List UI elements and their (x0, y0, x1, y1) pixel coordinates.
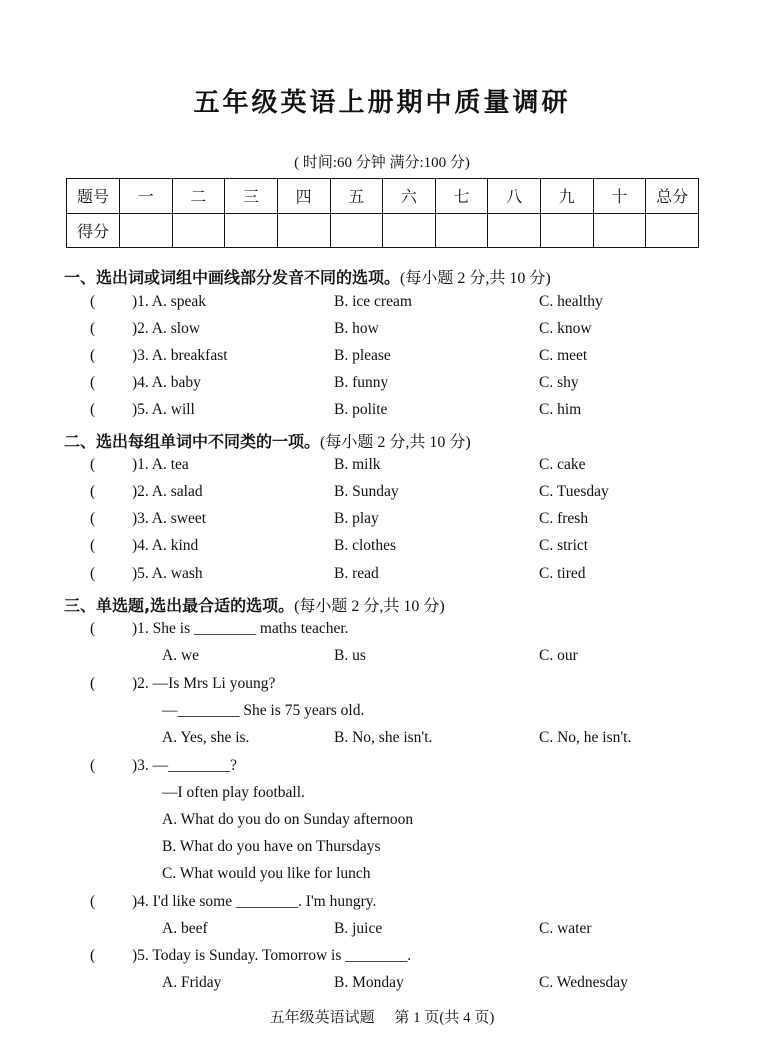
score-table-cell: 总分 (646, 179, 699, 214)
question-option-c: C. No, he isn't. (539, 729, 632, 746)
score-entry-cell (593, 213, 646, 248)
question-row (0, 537, 764, 559)
score-table-score-row (67, 213, 699, 248)
footer-page-number: 第 1 页(共 4 页) (394, 1010, 495, 1026)
answer-bracket: ( (90, 347, 96, 364)
question-option-a: )2. A. slow (132, 320, 201, 337)
question-option-a: )5. A. wash (132, 565, 203, 582)
dialogue-line (0, 702, 764, 724)
question-option-b: B. Sunday (334, 483, 399, 500)
question-option-a: A. Friday (162, 974, 222, 991)
answer-bracket: ( (90, 620, 96, 637)
question-option-b: B. No, she isn't. (334, 729, 433, 746)
question-option-a: A. beef (162, 920, 208, 937)
score-entry-cell (435, 213, 488, 248)
question-option-a: A. What do you do on Sunday afternoon (162, 811, 414, 828)
section-points: (每小题 2 分,共 10 分) (294, 598, 445, 615)
question-option-a: )5. A. will (132, 401, 195, 418)
question-row (0, 565, 764, 587)
answer-bracket: ( (90, 483, 96, 500)
score-table-cell: 五 (330, 179, 383, 214)
options-row (0, 865, 764, 887)
question-option-b: B. polite (334, 401, 388, 418)
question-option-b: B. Monday (334, 974, 404, 991)
question-stem: )1. She is ________ maths teacher. (132, 620, 349, 637)
question-option-b: B. What do you have on Thursdays (162, 838, 381, 855)
score-entry-cell (541, 213, 594, 248)
options-row (0, 811, 764, 833)
question-row (0, 947, 764, 969)
question-stem: )4. I'd like some ________. I'm hungry. (132, 893, 377, 910)
question-option-b: B. juice (334, 920, 383, 937)
answer-bracket: ( (90, 510, 96, 527)
score-entry-cell (646, 213, 699, 248)
section-heading-text: 三、单选题,选出最合适的选项。 (64, 596, 295, 615)
question-option-a: )2. A. salad (132, 483, 203, 500)
question-row (0, 893, 764, 915)
score-table-header-row (67, 179, 699, 214)
score-table-cell: 九 (541, 179, 594, 214)
question-row (0, 347, 764, 369)
score-table-cell: 题号 (67, 179, 120, 214)
question-option-c: C. Tuesday (539, 483, 609, 500)
score-table-cell: 七 (435, 179, 488, 214)
score-table-cell: 一 (120, 179, 173, 214)
answer-bracket: ( (90, 675, 96, 692)
question-row (0, 757, 764, 779)
score-table-cell: 三 (225, 179, 278, 214)
section-points: (每小题 2 分,共 10 分) (320, 434, 471, 451)
question-row (0, 293, 764, 315)
score-entry-cell (120, 213, 173, 248)
question-row (0, 483, 764, 505)
dialogue-text: —I often play football. (162, 784, 305, 801)
page-footer (0, 1006, 764, 1027)
score-entry-cell (172, 213, 225, 248)
score-table-cell: 二 (172, 179, 225, 214)
question-option-a: A. we (162, 647, 200, 664)
answer-bracket: ( (90, 401, 96, 418)
question-option-c: C. What would you like for lunch (162, 865, 371, 882)
section-heading-text: 二、选出每组单词中不同类的一项。 (64, 432, 321, 451)
section-heading (64, 429, 471, 452)
options-row (0, 974, 764, 996)
score-table-cell: 十 (593, 179, 646, 214)
options-row (0, 920, 764, 942)
answer-bracket: ( (90, 565, 96, 582)
page-title: 五年级英语上册期中质量调研 (193, 88, 571, 118)
answer-bracket: ( (90, 947, 96, 964)
question-row (0, 320, 764, 342)
score-entry-cell (277, 213, 330, 248)
question-option-c: C. fresh (539, 510, 589, 527)
score-entry-cell (225, 213, 278, 248)
question-row (0, 374, 764, 396)
question-row (0, 401, 764, 423)
question-option-a: )4. A. kind (132, 537, 199, 554)
score-table-cell: 八 (488, 179, 541, 214)
question-row (0, 620, 764, 642)
question-option-c: C. water (539, 920, 592, 937)
question-option-b: B. please (334, 347, 391, 364)
question-option-b: B. read (334, 565, 379, 582)
question-option-c: C. know (539, 320, 592, 337)
answer-bracket: ( (90, 456, 96, 473)
score-table (66, 178, 699, 248)
question-option-c: C. cake (539, 456, 586, 473)
question-option-a: )1. A. tea (132, 456, 189, 473)
exam-time-and-score: ( 时间:60 分钟 满分:100 分) (294, 155, 470, 171)
question-option-c: C. our (539, 647, 578, 664)
question-option-b: B. clothes (334, 537, 396, 554)
options-row (0, 838, 764, 860)
question-option-c: C. shy (539, 374, 579, 391)
question-stem: )2. —Is Mrs Li young? (132, 675, 276, 692)
options-row (0, 729, 764, 751)
score-entry-cell (488, 213, 541, 248)
section-points: (每小题 2 分,共 10 分) (400, 270, 551, 287)
section-heading (64, 593, 445, 616)
answer-bracket: ( (90, 537, 96, 554)
question-row (0, 510, 764, 532)
score-table-cell: 四 (277, 179, 330, 214)
question-option-a: )4. A. baby (132, 374, 201, 391)
score-entry-cell (383, 213, 436, 248)
footer-exam-name: 五年级英语试题 (269, 1010, 375, 1026)
question-option-c: C. healthy (539, 293, 603, 310)
section-heading (64, 265, 551, 288)
question-row (0, 456, 764, 478)
question-option-c: C. strict (539, 537, 589, 554)
question-row (0, 675, 764, 697)
question-stem: )3. —________? (132, 757, 238, 774)
question-option-b: B. milk (334, 456, 381, 473)
question-option-a: A. Yes, she is. (162, 729, 250, 746)
answer-bracket: ( (90, 293, 96, 310)
question-option-b: B. play (334, 510, 379, 527)
dialogue-line (0, 784, 764, 806)
dialogue-text: —________ She is 75 years old. (162, 702, 365, 719)
question-option-b: B. funny (334, 374, 389, 391)
question-option-b: B. us (334, 647, 366, 664)
question-option-a: )3. A. sweet (132, 510, 207, 527)
question-option-c: C. him (539, 401, 582, 418)
question-option-c: C. meet (539, 347, 588, 364)
question-option-b: B. ice cream (334, 293, 412, 310)
answer-bracket: ( (90, 320, 96, 337)
section-heading-text: 一、选出词或词组中画线部分发音不同的选项。 (64, 268, 401, 287)
options-row (0, 647, 764, 669)
score-table-cell: 得分 (67, 213, 120, 248)
question-option-c: C. tired (539, 565, 586, 582)
question-option-a: )1. A. speak (132, 293, 207, 310)
answer-bracket: ( (90, 757, 96, 774)
score-table-cell: 六 (383, 179, 436, 214)
question-option-b: B. how (334, 320, 379, 337)
question-option-c: C. Wednesday (539, 974, 628, 991)
question-option-a: )3. A. breakfast (132, 347, 228, 364)
answer-bracket: ( (90, 374, 96, 391)
answer-bracket: ( (90, 893, 96, 910)
question-stem: )5. Today is Sunday. Tomorrow is ________. (132, 947, 412, 964)
score-entry-cell (330, 213, 383, 248)
